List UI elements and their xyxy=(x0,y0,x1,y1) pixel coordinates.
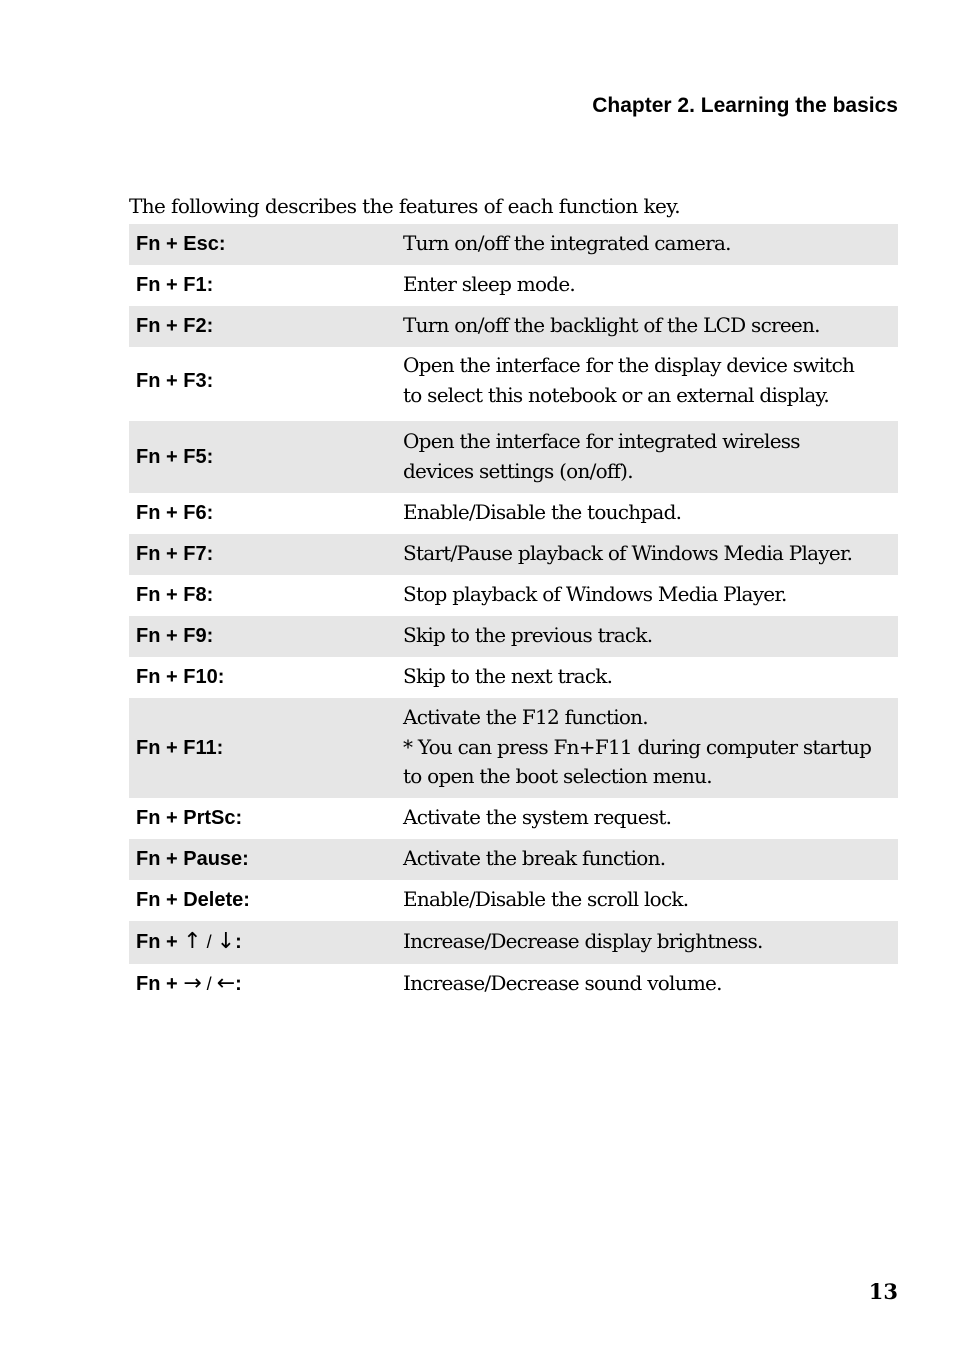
page-number: 13 xyxy=(868,1279,898,1304)
key-combo: Fn + PrtSc: xyxy=(136,807,243,829)
table-row xyxy=(129,798,898,839)
table-row xyxy=(129,265,898,306)
table-row xyxy=(129,964,898,1005)
description-line: * You can press Fn+F11 during computer startup xyxy=(403,734,872,759)
table-row xyxy=(129,839,898,880)
description-line: to select this notebook or an external display. xyxy=(403,382,830,407)
key-combo: Fn + F10: xyxy=(136,666,225,688)
key-description xyxy=(396,964,898,1005)
key-description xyxy=(396,265,898,306)
table-row xyxy=(129,418,898,493)
description-line: Enable/Disable the touchpad. xyxy=(403,500,682,525)
key-combo xyxy=(129,921,396,964)
key-combo: Fn + Delete: xyxy=(136,889,250,911)
key-description xyxy=(396,306,898,347)
key-combo: Fn + F5: xyxy=(129,418,396,493)
key-description xyxy=(396,616,898,657)
key-combo: Fn + Esc: xyxy=(129,224,396,265)
key-description xyxy=(396,880,898,921)
function-key-table xyxy=(129,224,898,1005)
description-line: Skip to the previous track. xyxy=(403,623,653,648)
arrow-up-icon: ↑ xyxy=(183,929,202,954)
arrow-down-icon: ↓ xyxy=(216,929,236,954)
description-line: Skip to the next track. xyxy=(403,664,613,689)
table-row xyxy=(129,575,898,616)
description-line: Start/Pause playback of Windows Media Player. xyxy=(403,541,853,566)
table-row xyxy=(129,698,898,798)
key-combo: Fn + F8: xyxy=(136,584,214,606)
key-description xyxy=(396,534,898,575)
key-separator: / xyxy=(201,974,217,994)
description-line: devices settings (on/off). xyxy=(403,458,633,483)
key-combo: Fn + F11: xyxy=(129,698,396,798)
intro-text: The following describes the features of each function key. xyxy=(129,194,681,218)
table-row xyxy=(129,534,898,575)
key-description xyxy=(396,347,898,418)
key-description xyxy=(396,418,898,493)
description-line: Enable/Disable the scroll lock. xyxy=(403,887,689,912)
arrow-left-icon: ← xyxy=(216,971,236,996)
chapter-header: Chapter 2. Learning the basics xyxy=(592,94,898,117)
arrow-right-icon: → xyxy=(183,971,202,996)
table-row xyxy=(129,921,898,964)
table-row xyxy=(129,347,898,418)
description-line: Stop playback of Windows Media Player. xyxy=(403,582,787,607)
description-line: to open the boot selection menu. xyxy=(403,764,712,789)
description-line: Increase/Decrease display brightness. xyxy=(403,929,763,954)
description-line: Open the interface for integrated wireless xyxy=(403,429,800,453)
key-description xyxy=(396,575,898,616)
description-line: Increase/Decrease sound volume. xyxy=(403,971,722,996)
table-row xyxy=(129,224,898,265)
description-line: Activate the break function. xyxy=(403,846,666,871)
key-combo: Fn + F2: xyxy=(129,306,396,347)
description-line: Activate the F12 function. xyxy=(403,705,648,730)
description-line: Turn on/off the integrated camera. xyxy=(403,231,731,256)
key-suffix: : xyxy=(235,931,242,953)
key-description xyxy=(396,224,898,265)
key-separator: / xyxy=(201,932,217,952)
key-suffix: : xyxy=(235,973,242,995)
description-line: Enter sleep mode. xyxy=(403,272,576,297)
table-row xyxy=(129,657,898,698)
key-combo: Fn + Pause: xyxy=(129,839,396,880)
key-description xyxy=(396,657,898,698)
key-combo: Fn + F9: xyxy=(129,616,396,657)
key-description xyxy=(396,493,898,534)
key-combo: Fn + F6: xyxy=(136,502,214,524)
table-row xyxy=(129,616,898,657)
key-combo: Fn + F7: xyxy=(129,534,396,575)
description-line: Activate the system request. xyxy=(403,805,672,830)
key-description xyxy=(396,698,898,798)
key-description xyxy=(396,839,898,880)
key-combo: Fn + F1: xyxy=(136,274,214,296)
key-combo: Fn + F3: xyxy=(136,369,214,392)
description-line: Turn on/off the backlight of the LCD screen. xyxy=(403,313,820,338)
key-combo xyxy=(129,964,396,1005)
key-prefix: Fn + xyxy=(136,931,184,953)
table-row xyxy=(129,880,898,921)
table-row xyxy=(129,306,898,347)
description-line: Open the interface for the display device switch xyxy=(403,353,855,377)
key-prefix: Fn + xyxy=(136,973,184,995)
key-description xyxy=(396,798,898,839)
table-row xyxy=(129,493,898,534)
key-description xyxy=(396,921,898,964)
